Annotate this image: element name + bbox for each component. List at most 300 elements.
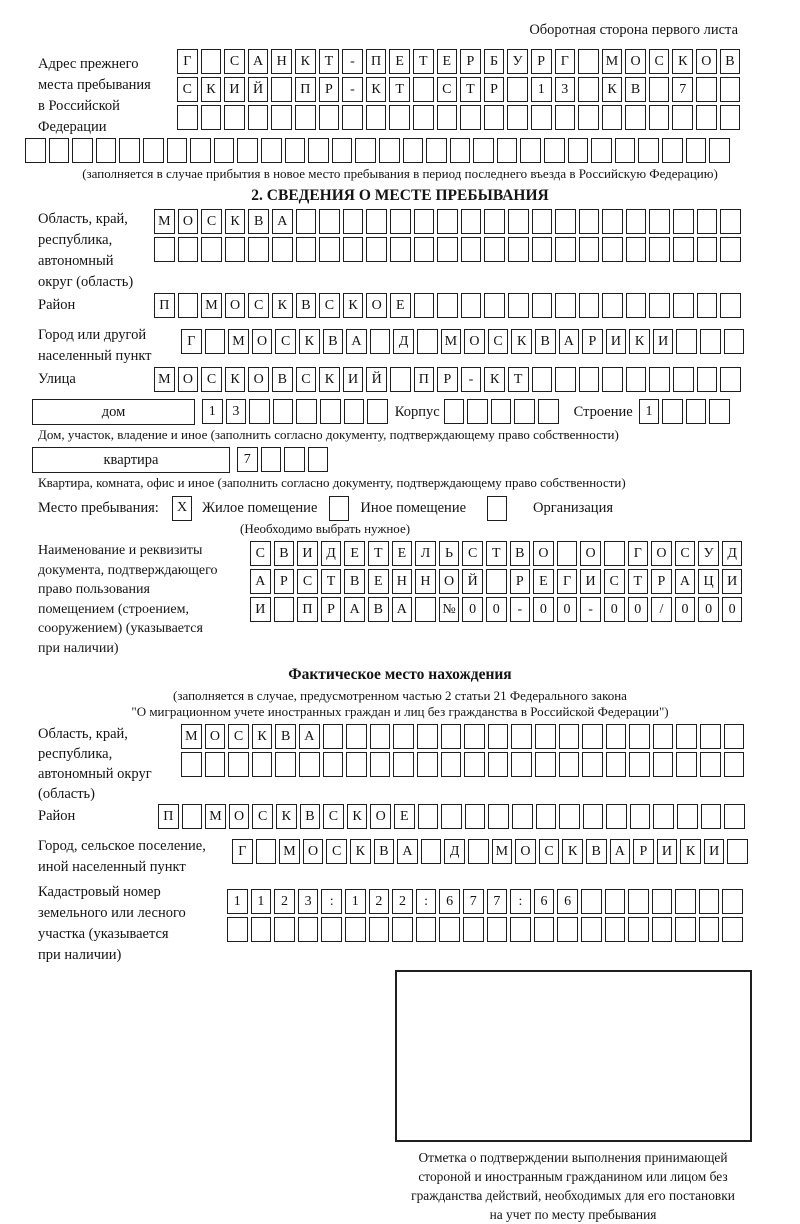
char-cell[interactable]: 0: [486, 597, 507, 622]
char-cell[interactable]: К: [562, 839, 583, 864]
char-cell[interactable]: [727, 839, 748, 864]
char-cell[interactable]: Р: [319, 77, 340, 102]
char-cell[interactable]: [508, 209, 529, 234]
char-cell[interactable]: С: [248, 293, 269, 318]
char-cell[interactable]: Е: [533, 569, 554, 594]
char-cell[interactable]: [696, 77, 717, 102]
char-cell[interactable]: [673, 209, 694, 234]
char-cell[interactable]: [296, 209, 317, 234]
char-cell[interactable]: Й: [462, 569, 483, 594]
char-cell[interactable]: Р: [460, 49, 481, 74]
char-cell[interactable]: [182, 804, 203, 829]
char-cell[interactable]: [484, 293, 505, 318]
char-cell[interactable]: [439, 917, 460, 942]
char-cell[interactable]: [557, 917, 578, 942]
char-cell[interactable]: С: [201, 209, 222, 234]
char-cell[interactable]: [605, 917, 626, 942]
char-cell[interactable]: [421, 839, 442, 864]
char-cell[interactable]: :: [416, 889, 437, 914]
char-cell[interactable]: [119, 138, 140, 163]
char-cell[interactable]: [178, 237, 199, 262]
char-cell[interactable]: [167, 138, 188, 163]
char-cell[interactable]: С: [319, 293, 340, 318]
char-cell[interactable]: [649, 367, 670, 392]
char-cell[interactable]: 0: [722, 597, 743, 622]
char-cell[interactable]: [464, 752, 485, 777]
char-cell[interactable]: С: [539, 839, 560, 864]
char-cell[interactable]: [415, 597, 436, 622]
char-cell[interactable]: [271, 105, 292, 130]
char-cell[interactable]: [177, 105, 198, 130]
char-cell[interactable]: С: [675, 541, 696, 566]
char-cell[interactable]: 2: [274, 889, 295, 914]
char-cell[interactable]: Р: [437, 367, 458, 392]
char-cell[interactable]: Т: [319, 49, 340, 74]
char-cell[interactable]: Е: [389, 49, 410, 74]
char-cell[interactable]: К: [366, 77, 387, 102]
char-cell[interactable]: [284, 447, 305, 472]
char-cell[interactable]: [225, 237, 246, 262]
char-cell[interactable]: [461, 209, 482, 234]
char-cell[interactable]: [722, 917, 743, 942]
char-cell[interactable]: [672, 105, 693, 130]
char-cell[interactable]: С: [326, 839, 347, 864]
char-cell[interactable]: [697, 209, 718, 234]
char-cell[interactable]: [673, 293, 694, 318]
char-cell[interactable]: [403, 138, 424, 163]
char-cell[interactable]: В: [586, 839, 607, 864]
char-cell[interactable]: М: [181, 724, 202, 749]
char-cell[interactable]: Н: [271, 49, 292, 74]
char-cell[interactable]: -: [510, 597, 531, 622]
char-cell[interactable]: С: [250, 541, 271, 566]
char-cell[interactable]: [602, 367, 623, 392]
char-cell[interactable]: [441, 724, 462, 749]
char-cell[interactable]: 0: [557, 597, 578, 622]
char-cell[interactable]: К: [319, 367, 340, 392]
char-cell[interactable]: [724, 804, 745, 829]
char-cell[interactable]: Д: [444, 839, 465, 864]
char-cell[interactable]: К: [252, 724, 273, 749]
char-cell[interactable]: [544, 138, 565, 163]
char-cell[interactable]: [390, 209, 411, 234]
char-cell[interactable]: [628, 917, 649, 942]
char-cell[interactable]: Е: [390, 293, 411, 318]
char-cell[interactable]: [252, 752, 273, 777]
char-cell[interactable]: [508, 293, 529, 318]
char-cell[interactable]: П: [154, 293, 175, 318]
char-cell[interactable]: [441, 752, 462, 777]
char-cell[interactable]: [535, 724, 556, 749]
char-cell[interactable]: Р: [274, 569, 295, 594]
char-cell[interactable]: Р: [651, 569, 672, 594]
char-cell[interactable]: 1: [202, 399, 223, 424]
char-cell[interactable]: К: [680, 839, 701, 864]
char-cell[interactable]: [355, 138, 376, 163]
char-cell[interactable]: Г: [181, 329, 202, 354]
char-cell[interactable]: С: [323, 804, 344, 829]
char-cell[interactable]: [271, 77, 292, 102]
char-cell[interactable]: [467, 399, 488, 424]
char-cell[interactable]: [582, 752, 603, 777]
char-cell[interactable]: Р: [484, 77, 505, 102]
char-cell[interactable]: /: [651, 597, 672, 622]
char-cell[interactable]: О: [464, 329, 485, 354]
char-cell[interactable]: [370, 752, 391, 777]
char-cell[interactable]: О: [696, 49, 717, 74]
char-cell[interactable]: Е: [392, 541, 413, 566]
char-cell[interactable]: [625, 105, 646, 130]
char-cell[interactable]: [673, 237, 694, 262]
char-cell[interactable]: [676, 752, 697, 777]
char-cell[interactable]: [497, 138, 518, 163]
char-cell[interactable]: С: [177, 77, 198, 102]
char-cell[interactable]: [722, 889, 743, 914]
char-cell[interactable]: [582, 724, 603, 749]
char-cell[interactable]: [437, 209, 458, 234]
char-cell[interactable]: [675, 889, 696, 914]
char-cell[interactable]: И: [580, 569, 601, 594]
char-cell[interactable]: О: [625, 49, 646, 74]
char-cell[interactable]: Т: [460, 77, 481, 102]
char-cell[interactable]: К: [272, 293, 293, 318]
char-cell[interactable]: [649, 237, 670, 262]
char-cell[interactable]: [649, 105, 670, 130]
char-cell[interactable]: М: [228, 329, 249, 354]
char-cell[interactable]: [393, 724, 414, 749]
char-cell[interactable]: [535, 752, 556, 777]
char-cell[interactable]: [638, 138, 659, 163]
char-cell[interactable]: А: [346, 329, 367, 354]
char-cell[interactable]: [181, 752, 202, 777]
char-cell[interactable]: Й: [248, 77, 269, 102]
char-cell[interactable]: С: [297, 569, 318, 594]
char-cell[interactable]: -: [342, 77, 363, 102]
char-cell[interactable]: [437, 293, 458, 318]
char-cell[interactable]: В: [272, 367, 293, 392]
char-cell[interactable]: А: [248, 49, 269, 74]
char-cell[interactable]: [555, 209, 576, 234]
char-cell[interactable]: Е: [344, 541, 365, 566]
char-cell[interactable]: 3: [226, 399, 247, 424]
char-cell[interactable]: [214, 138, 235, 163]
char-cell[interactable]: -: [342, 49, 363, 74]
char-cell[interactable]: Й: [366, 367, 387, 392]
char-cell[interactable]: М: [602, 49, 623, 74]
checkbox-zhiloe[interactable]: X: [172, 496, 192, 521]
checkbox-organizaciya[interactable]: [487, 496, 507, 521]
char-cell[interactable]: [602, 293, 623, 318]
char-cell[interactable]: [724, 752, 745, 777]
char-cell[interactable]: [450, 138, 471, 163]
char-cell[interactable]: [559, 724, 580, 749]
char-cell[interactable]: [652, 917, 673, 942]
char-cell[interactable]: А: [675, 569, 696, 594]
char-cell[interactable]: Ь: [439, 541, 460, 566]
char-cell[interactable]: [484, 105, 505, 130]
char-cell[interactable]: О: [651, 541, 672, 566]
char-cell[interactable]: Г: [628, 541, 649, 566]
char-cell[interactable]: [484, 237, 505, 262]
char-cell[interactable]: О: [178, 209, 199, 234]
char-cell[interactable]: [275, 752, 296, 777]
char-cell[interactable]: М: [154, 367, 175, 392]
char-cell[interactable]: [461, 237, 482, 262]
char-cell[interactable]: [248, 237, 269, 262]
char-cell[interactable]: Ц: [698, 569, 719, 594]
char-cell[interactable]: 6: [534, 889, 555, 914]
char-cell[interactable]: [465, 804, 486, 829]
char-cell[interactable]: 2: [369, 889, 390, 914]
char-cell[interactable]: Т: [389, 77, 410, 102]
char-cell[interactable]: [579, 209, 600, 234]
char-cell[interactable]: Г: [232, 839, 253, 864]
char-cell[interactable]: [675, 917, 696, 942]
char-cell[interactable]: [578, 49, 599, 74]
char-cell[interactable]: П: [414, 367, 435, 392]
char-cell[interactable]: [237, 138, 258, 163]
char-cell[interactable]: В: [535, 329, 556, 354]
char-cell[interactable]: [437, 237, 458, 262]
char-cell[interactable]: [583, 804, 604, 829]
char-cell[interactable]: [426, 138, 447, 163]
char-cell[interactable]: Б: [484, 49, 505, 74]
char-cell[interactable]: [720, 77, 741, 102]
char-cell[interactable]: [709, 138, 730, 163]
char-cell[interactable]: [700, 752, 721, 777]
char-cell[interactable]: [532, 237, 553, 262]
char-cell[interactable]: [323, 724, 344, 749]
char-cell[interactable]: -: [580, 597, 601, 622]
char-cell[interactable]: У: [507, 49, 528, 74]
char-cell[interactable]: М: [154, 209, 175, 234]
char-cell[interactable]: С: [437, 77, 458, 102]
char-cell[interactable]: [418, 804, 439, 829]
char-cell[interactable]: [555, 105, 576, 130]
char-cell[interactable]: 6: [557, 889, 578, 914]
char-cell[interactable]: [392, 917, 413, 942]
char-cell[interactable]: [296, 237, 317, 262]
char-cell[interactable]: [555, 367, 576, 392]
char-cell[interactable]: М: [201, 293, 222, 318]
char-cell[interactable]: [296, 399, 317, 424]
char-cell[interactable]: С: [488, 329, 509, 354]
char-cell[interactable]: О: [248, 367, 269, 392]
char-cell[interactable]: [507, 105, 528, 130]
char-cell[interactable]: [630, 804, 651, 829]
char-cell[interactable]: П: [295, 77, 316, 102]
char-cell[interactable]: М: [279, 839, 300, 864]
char-cell[interactable]: [295, 105, 316, 130]
char-cell[interactable]: А: [559, 329, 580, 354]
char-cell[interactable]: [261, 138, 282, 163]
char-cell[interactable]: [629, 752, 650, 777]
char-cell[interactable]: К: [602, 77, 623, 102]
char-cell[interactable]: [390, 367, 411, 392]
char-cell[interactable]: И: [704, 839, 725, 864]
char-cell[interactable]: [319, 237, 340, 262]
char-cell[interactable]: [555, 237, 576, 262]
char-cell[interactable]: [414, 209, 435, 234]
char-cell[interactable]: [677, 804, 698, 829]
char-cell[interactable]: [720, 293, 741, 318]
char-cell[interactable]: [414, 293, 435, 318]
char-cell[interactable]: [468, 839, 489, 864]
char-cell[interactable]: Е: [394, 804, 415, 829]
char-cell[interactable]: Д: [321, 541, 342, 566]
char-cell[interactable]: И: [224, 77, 245, 102]
char-cell[interactable]: [653, 804, 674, 829]
char-cell[interactable]: В: [300, 804, 321, 829]
char-cell[interactable]: Т: [628, 569, 649, 594]
char-cell[interactable]: Д: [393, 329, 414, 354]
char-cell[interactable]: [653, 752, 674, 777]
char-cell[interactable]: [686, 138, 707, 163]
char-cell[interactable]: [602, 105, 623, 130]
char-cell[interactable]: 0: [604, 597, 625, 622]
char-cell[interactable]: [444, 399, 465, 424]
char-cell[interactable]: Р: [321, 597, 342, 622]
char-cell[interactable]: [510, 917, 531, 942]
char-cell[interactable]: [343, 237, 364, 262]
char-cell[interactable]: М: [441, 329, 462, 354]
char-cell[interactable]: И: [343, 367, 364, 392]
char-cell[interactable]: С: [252, 804, 273, 829]
char-cell[interactable]: [273, 399, 294, 424]
char-cell[interactable]: [201, 49, 222, 74]
char-cell[interactable]: Г: [557, 569, 578, 594]
char-cell[interactable]: В: [275, 724, 296, 749]
char-cell[interactable]: Е: [437, 49, 458, 74]
char-cell[interactable]: [538, 399, 559, 424]
char-cell[interactable]: [417, 752, 438, 777]
char-cell[interactable]: [25, 138, 46, 163]
char-cell[interactable]: [700, 724, 721, 749]
char-cell[interactable]: [261, 447, 282, 472]
char-cell[interactable]: [626, 237, 647, 262]
char-cell[interactable]: [205, 752, 226, 777]
char-cell[interactable]: [701, 804, 722, 829]
char-cell[interactable]: [464, 724, 485, 749]
char-cell[interactable]: [536, 804, 557, 829]
char-cell[interactable]: 1: [345, 889, 366, 914]
char-cell[interactable]: В: [323, 329, 344, 354]
char-cell[interactable]: [366, 105, 387, 130]
char-cell[interactable]: Н: [415, 569, 436, 594]
char-cell[interactable]: [72, 138, 93, 163]
char-cell[interactable]: [154, 237, 175, 262]
char-cell[interactable]: [532, 293, 553, 318]
char-cell[interactable]: [49, 138, 70, 163]
char-cell[interactable]: В: [374, 839, 395, 864]
char-cell[interactable]: [606, 752, 627, 777]
char-cell[interactable]: К: [276, 804, 297, 829]
char-cell[interactable]: И: [606, 329, 627, 354]
char-cell[interactable]: [520, 138, 541, 163]
char-cell[interactable]: Т: [321, 569, 342, 594]
char-cell[interactable]: [720, 367, 741, 392]
char-cell[interactable]: [557, 541, 578, 566]
char-cell[interactable]: [413, 105, 434, 130]
char-cell[interactable]: [605, 889, 626, 914]
char-cell[interactable]: О: [252, 329, 273, 354]
char-cell[interactable]: [274, 597, 295, 622]
char-cell[interactable]: [559, 804, 580, 829]
char-cell[interactable]: [491, 399, 512, 424]
char-cell[interactable]: О: [533, 541, 554, 566]
char-cell[interactable]: Р: [582, 329, 603, 354]
char-cell[interactable]: В: [248, 209, 269, 234]
char-cell[interactable]: В: [368, 597, 389, 622]
char-cell[interactable]: К: [299, 329, 320, 354]
char-cell[interactable]: Р: [510, 569, 531, 594]
char-cell[interactable]: [205, 329, 226, 354]
char-cell[interactable]: [508, 237, 529, 262]
char-cell[interactable]: С: [275, 329, 296, 354]
char-cell[interactable]: [724, 724, 745, 749]
char-cell[interactable]: В: [296, 293, 317, 318]
char-cell[interactable]: 0: [533, 597, 554, 622]
char-cell[interactable]: К: [343, 293, 364, 318]
char-cell[interactable]: [629, 724, 650, 749]
char-cell[interactable]: 6: [439, 889, 460, 914]
char-cell[interactable]: С: [462, 541, 483, 566]
char-cell[interactable]: [369, 917, 390, 942]
char-cell[interactable]: [531, 105, 552, 130]
char-cell[interactable]: [321, 917, 342, 942]
char-cell[interactable]: Т: [508, 367, 529, 392]
char-cell[interactable]: 3: [555, 77, 576, 102]
char-cell[interactable]: [511, 724, 532, 749]
char-cell[interactable]: [416, 917, 437, 942]
char-cell[interactable]: Е: [368, 569, 389, 594]
char-cell[interactable]: В: [720, 49, 741, 74]
char-cell[interactable]: [370, 724, 391, 749]
char-cell[interactable]: :: [321, 889, 342, 914]
char-cell[interactable]: У: [698, 541, 719, 566]
char-cell[interactable]: [534, 917, 555, 942]
char-cell[interactable]: А: [610, 839, 631, 864]
char-cell[interactable]: 0: [628, 597, 649, 622]
char-cell[interactable]: К: [347, 804, 368, 829]
char-cell[interactable]: К: [484, 367, 505, 392]
char-cell[interactable]: [697, 367, 718, 392]
char-cell[interactable]: В: [274, 541, 295, 566]
char-cell[interactable]: [676, 724, 697, 749]
char-cell[interactable]: [700, 329, 721, 354]
char-cell[interactable]: [488, 752, 509, 777]
char-cell[interactable]: [319, 209, 340, 234]
char-cell[interactable]: [591, 138, 612, 163]
char-cell[interactable]: И: [657, 839, 678, 864]
char-cell[interactable]: [662, 399, 683, 424]
char-cell[interactable]: [626, 293, 647, 318]
char-cell[interactable]: [606, 804, 627, 829]
char-cell[interactable]: [346, 724, 367, 749]
char-cell[interactable]: [323, 752, 344, 777]
char-cell[interactable]: [366, 237, 387, 262]
char-cell[interactable]: :: [510, 889, 531, 914]
char-cell[interactable]: О: [370, 804, 391, 829]
char-cell[interactable]: Р: [531, 49, 552, 74]
char-cell[interactable]: К: [225, 209, 246, 234]
char-cell[interactable]: [251, 917, 272, 942]
char-cell[interactable]: [511, 752, 532, 777]
char-cell[interactable]: [579, 237, 600, 262]
char-cell[interactable]: [343, 209, 364, 234]
char-cell[interactable]: [461, 293, 482, 318]
char-cell[interactable]: Н: [392, 569, 413, 594]
